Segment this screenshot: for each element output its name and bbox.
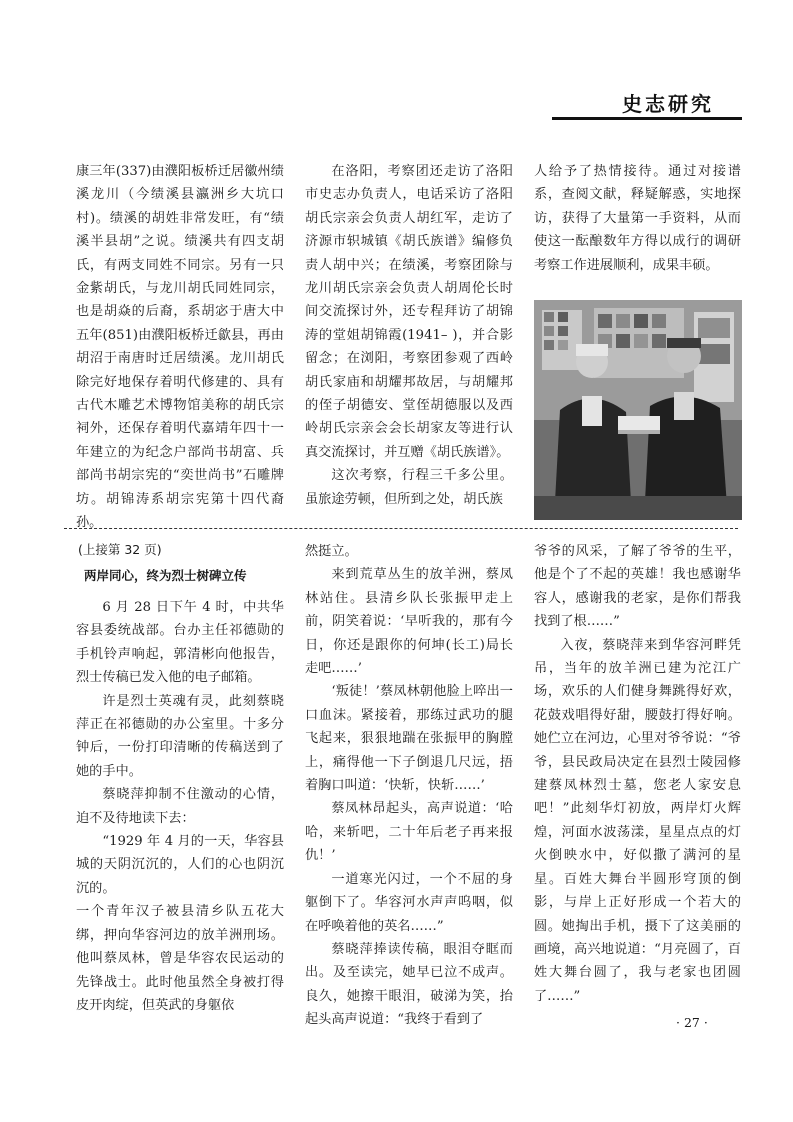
paragraph: 蔡凤林昂起头，高声说道：‘哈哈，来斩吧，二十年后老子再来报仇！’ [305,801,513,864]
paragraph: 康三年(337)由濮阳板桥迁居徽州绩溪龙川（今绩溪县瀛洲乡大坑口村)。绩溪的胡姓非常发旺，有“绩溪半县胡”之说。绩溪共有四支胡氏，有两支同姓不同宗。另有一只金紫胡氏，与龙川胡氏同姓同宗，也是胡焱的后裔，系胡宓于唐大中五年(851)由濮阳板桥迁歙县，再由胡沼于南唐时迁居绩溪。龙川胡氏除完好地保存着明代修建的、具有古代木雕艺术博物馆美称的胡氏宗祠外，还保存着明代嘉靖年四十一年建立的为纪念户部尚书胡富、兵部尚书胡宗宪的“奕世尚书”石雕牌坊。胡锦涛系胡宗宪第十四代裔孙。 [76,164,284,531]
top-column-2 [305,160,513,520]
bottom-column-3 [534,540,741,1004]
continued-from-note: (上接第 32 页) [78,542,162,557]
paragraph: 一个青年汉子被县清乡队五花大绑，押向华容河边的放羊洲刑场。他叫蔡凤林，曾是华容农民运动的先锋战士。此时他虽然全身被打得皮开肉绽，但英武的身躯依 [76,904,284,1013]
paragraph: 这次考察，行程三千多公里。虽旅途劳顿，但所到之处，胡氏族 [305,468,513,507]
bottom-column-1 [76,596,284,1051]
paragraph: 许是烈士英魂有灵，此刻蔡晓萍正在祁德勋的办公室里。十多分钟后，一份打印清晰的传稿送到了她的手中。 [76,693,284,779]
paragraph: 6 月 28 日下午 4 时，中共华容县委统战部。台办主任祁德勋的手机铃声响起，郭清彬向他报告，烈士传稿已发入他的电子邮箱。 [76,600,284,686]
page-number: · 27 · [676,1015,708,1030]
paragraph: ‘叛徒！’蔡凤林朝他脸上啐出一口血沫。紧接着，那练过武功的腿飞起来，狠狠地踹在张振甲的胸膛上，痛得他一下子倒退几尺远，捂着胸口叫道：‘快斩，快斩……’ [305,684,513,794]
bottom-column-2 [305,540,513,1050]
top-column-3 [534,160,741,290]
paragraph: 爷爷的风采，了解了爷爷的生平，他是个了不起的英雄！我也感谢华容人，感谢我的老家，是你们帮我找到了根……” [534,544,741,630]
delegation-photo [534,300,742,520]
paragraph: 来到荒草丛生的放羊洲，蔡凤林站住。县清乡队长张振甲走上前，阴笑着说：‘早听我的，那有今日，你还是跟你的何坤(长工)局长走吧……’ [305,567,513,677]
paragraph: “1929 年 4 月的一天，华容县城的天阴沉沉的，人们的心也阴沉沉的。 [76,834,284,896]
paragraph: 在洛阳，考察团还走访了洛阳市史志办负责人，电话采访了洛阳胡氏宗亲会负责人胡红军，走访了济源市轵城镇《胡氏族谱》编修负责人胡中兴；在绩溪，考察团除与龙川胡氏宗亲会负责人胡周伦长时间交流探讨外，还专程拜访了胡锦涛的堂姐胡锦霞(1941– )，并合影留念；在浏阳，考察团参观了西岭胡氏家庙和胡耀邦故居，与胡耀邦的侄子胡德安、堂侄胡德服以及西岭胡氏宗亲会会长胡家友等进行认真交流探讨，并互赠《胡氏族谱》。 [305,164,513,460]
top-column-1 [76,160,284,531]
section-divider [64,528,738,529]
section-subheading: 两岸同心，终为烈士树碑立传 [84,568,247,583]
paragraph: 蔡晓萍抑制不住激动的心情，迫不及待地读下去： [76,787,284,826]
photo-image [534,300,742,520]
paragraph: 蔡晓萍捧读传稿，眼泪夺眶而出。及至读完，她早已泣不成声。良久，她擦干眼泪，破涕为笑，抬起头高声说道：“我终于看到了 [305,941,513,1028]
paragraph: 然挺立。 [305,544,358,559]
paragraph: 人给予了热情接待。通过对接谱系，查阅文献，释疑解惑，实地探访，获得了大量第一手资料，从而使这一酝酿数年方得以成行的调研考察工作进展顺利，成果丰硕。 [534,164,741,273]
paragraph: 入夜，蔡晓萍来到华容河畔凭吊，当年的放羊洲已建为沱江广场，欢乐的人们健身舞跳得好欢，花鼓戏唱得好甜，腰鼓打得好响。她伫立在河边，心里对爷爷说：“爷爷，县民政局决定在县烈士陵园修建蔡凤林烈士墓，您老人家安息吧！”此刻华灯初放，两岸灯火辉煌，河面水波荡漾，星星点点的灯火倒映水中，好似撒了满河的星星。百姓大舞台半圆形穹顶的倒影，与岸上正好形成一个若大的圆。她掏出手机，摄下了这美丽的画境，高兴地说道：“月亮圆了，百姓大舞台圆了，我与老家也团圆了……” [534,637,741,1004]
header-rule [552,117,742,120]
paragraph: 一道寒光闪过，一个不屈的身躯倒下了。华容河水声声呜咽，似在呼唤着他的英名……” [305,871,513,934]
section-title: 史志研究 [622,92,714,116]
